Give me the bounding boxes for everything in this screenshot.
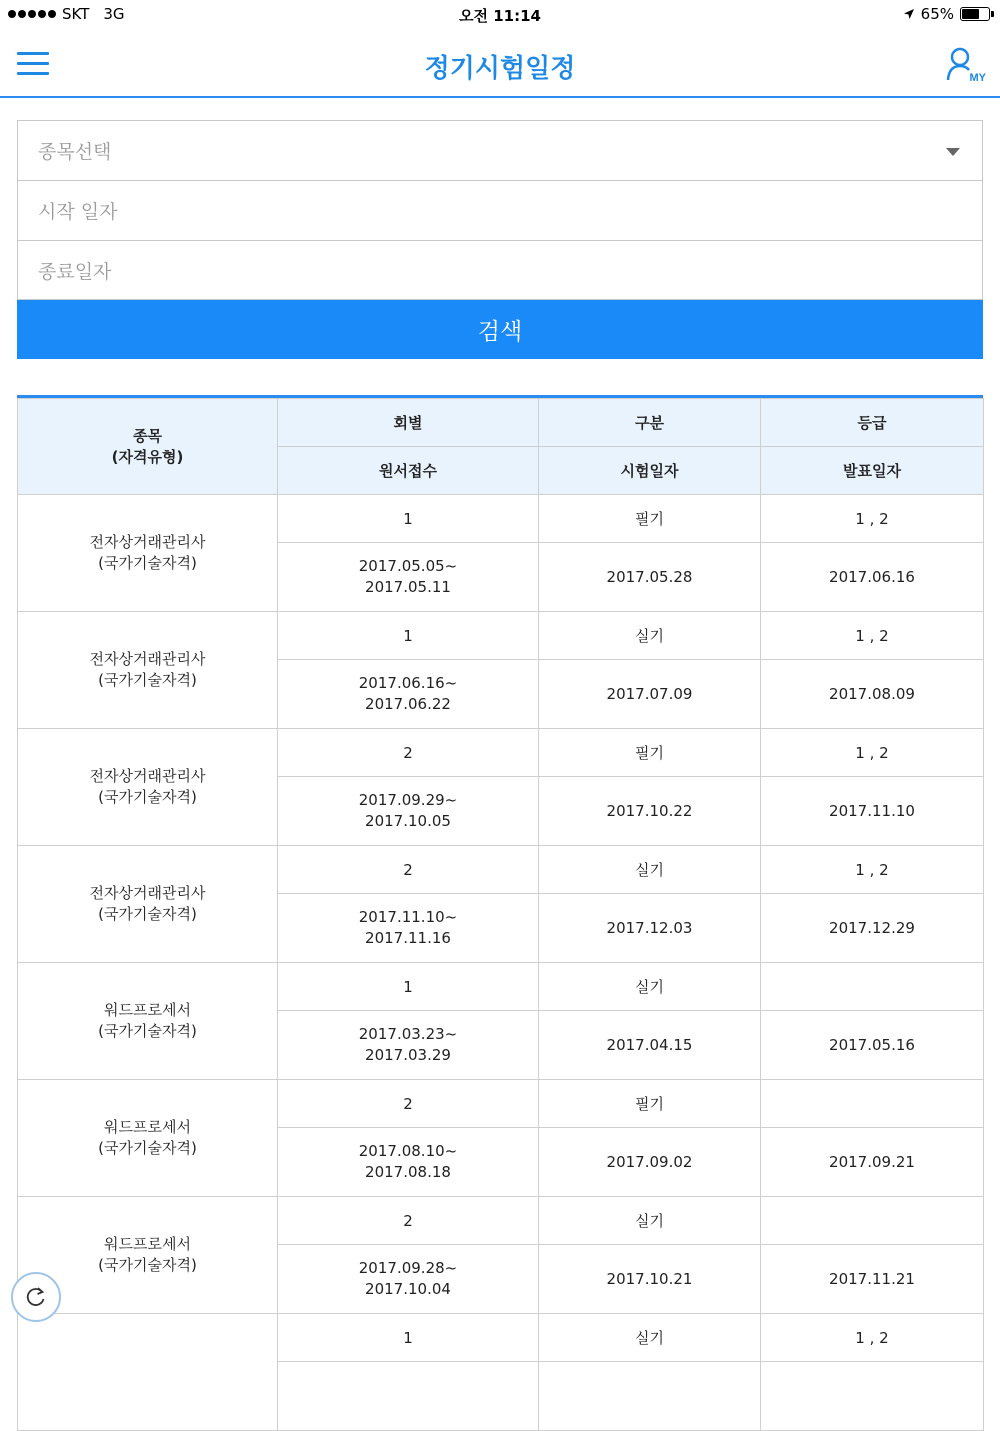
grade-cell [761,1197,984,1245]
category-cell: 실기 [539,963,761,1011]
subject-select-placeholder: 종목선택 [38,141,112,163]
category-cell: 실기 [539,612,761,660]
application-end: 2017.08.18 [365,1163,451,1181]
exam-date-cell: 2017.10.22 [539,777,761,846]
start-date-placeholder: 시작 일자 [38,201,118,223]
subject-cell [18,846,278,963]
table-row [18,846,984,894]
carrier-label: SKT [62,5,90,23]
grade-cell [761,963,984,1011]
subject-select[interactable] [17,120,983,180]
battery-percent: 65% [920,5,954,23]
status-bar [0,0,1000,28]
exam-date-cell: 2017.12.03 [539,894,761,963]
table-row [18,1080,984,1128]
exam-date-cell: 2017.04.15 [539,1011,761,1080]
round-cell: 1 [278,1314,539,1362]
nav-bar [0,28,1000,98]
subject-name: 전자상거래관리사 [89,650,206,668]
application-start: 2017.08.10~ [358,1142,458,1160]
application-start: 2017.03.23~ [358,1025,458,1043]
subject-name: 전자상거래관리사 [89,533,206,551]
schedule-table [17,395,983,1431]
exam-date-cell: 2017.10.21 [539,1245,761,1314]
result-date-cell [761,1362,984,1431]
application-cell [278,1362,539,1431]
round-cell: 2 [278,846,539,894]
page-title: 정기시험일정 [424,54,576,84]
category-cell: 실기 [539,846,761,894]
application-end: 2017.11.16 [365,929,451,947]
subject-name: 전자상거래관리사 [89,767,206,785]
table-row [18,963,984,1011]
exam-date-cell: 2017.07.09 [539,660,761,729]
table-row [18,729,984,777]
header-result-date: 발표일자 [761,447,984,495]
my-page-button[interactable] [946,46,986,86]
application-cell [278,894,539,963]
table-row [18,1197,984,1245]
result-date-cell: 2017.12.29 [761,894,984,963]
grade-cell: 1 , 2 [761,612,984,660]
application-cell [278,1011,539,1080]
application-end: 2017.05.11 [365,578,451,596]
round-cell: 2 [278,1080,539,1128]
exam-date-cell: 2017.05.28 [539,543,761,612]
application-start: 2017.09.29~ [358,791,458,809]
subject-cell [18,495,278,612]
subject-cell [18,1314,278,1431]
round-cell: 1 [278,963,539,1011]
subject-name: 워드프로세서 [104,1001,191,1019]
application-end: 2017.06.22 [365,695,451,713]
application-end: 2017.10.05 [365,812,451,830]
network-label: 3G [103,5,125,23]
header-subject: 종목 (자격유형) [18,399,278,495]
round-cell: 1 [278,612,539,660]
subject-type: (국가기술자격) [98,1022,197,1040]
header-round: 회별 [278,399,539,447]
subject-type: (국가기술자격) [98,671,197,689]
grade-cell: 1 , 2 [761,1314,984,1362]
subject-name: 전자상거래관리사 [89,884,206,902]
refresh-icon [25,1286,47,1308]
location-arrow-icon [903,8,915,20]
subject-type: (국가기술자격) [98,905,197,923]
subject-type: (국가기술자격) [98,1139,197,1157]
battery-icon [960,7,990,21]
application-cell [278,777,539,846]
result-date-cell: 2017.09.21 [761,1128,984,1197]
header-category: 구분 [539,399,761,447]
application-start: 2017.06.16~ [358,674,458,692]
application-cell [278,1245,539,1314]
grade-cell [761,1080,984,1128]
round-cell: 2 [278,1197,539,1245]
result-date-cell: 2017.05.16 [761,1011,984,1080]
search-form [17,120,983,359]
subject-type: (국가기술자격) [98,1256,197,1274]
application-start: 2017.05.05~ [358,557,458,575]
result-date-cell: 2017.11.21 [761,1245,984,1314]
refresh-button[interactable] [11,1272,61,1322]
table-row [18,1314,984,1362]
subject-type: (국가기술자격) [98,554,197,572]
exam-date-cell [539,1362,761,1431]
application-cell [278,660,539,729]
category-cell: 필기 [539,495,761,543]
exam-date-cell: 2017.09.02 [539,1128,761,1197]
subject-cell [18,729,278,846]
header-application: 원서접수 [278,447,539,495]
grade-cell: 1 , 2 [761,846,984,894]
application-start: 2017.11.10~ [358,908,458,926]
search-button[interactable]: 검색 [17,300,983,359]
subject-name: 워드프로세서 [104,1118,191,1136]
status-bar-right [903,5,990,23]
category-cell: 실기 [539,1314,761,1362]
subject-cell [18,1080,278,1197]
table-row [18,495,984,543]
category-cell: 실기 [539,1197,761,1245]
subject-cell [18,612,278,729]
application-cell [278,543,539,612]
clock: 오전 11:14 [459,7,541,25]
battery-fill [962,9,979,19]
grade-cell: 1 , 2 [761,729,984,777]
result-date-cell: 2017.06.16 [761,543,984,612]
application-end: 2017.03.29 [365,1046,451,1064]
grade-cell: 1 , 2 [761,495,984,543]
application-end: 2017.10.04 [365,1280,451,1298]
application-start: 2017.09.28~ [358,1259,458,1277]
subject-type: (국가기술자격) [98,788,197,806]
round-cell: 2 [278,729,539,777]
category-cell: 필기 [539,1080,761,1128]
subject-cell [18,963,278,1080]
my-label: MY [969,72,986,84]
table-row [18,612,984,660]
subject-name: 워드프로세서 [104,1235,191,1253]
application-cell [278,1128,539,1197]
header-grade: 등급 [761,399,984,447]
round-cell: 1 [278,495,539,543]
chevron-down-icon [946,148,960,156]
end-date-input[interactable] [17,240,983,300]
header-exam-date: 시험일자 [539,447,761,495]
start-date-input[interactable] [17,180,983,240]
result-date-cell: 2017.11.10 [761,777,984,846]
end-date-placeholder: 종료일자 [38,260,112,283]
category-cell: 필기 [539,729,761,777]
result-date-cell: 2017.08.09 [761,660,984,729]
